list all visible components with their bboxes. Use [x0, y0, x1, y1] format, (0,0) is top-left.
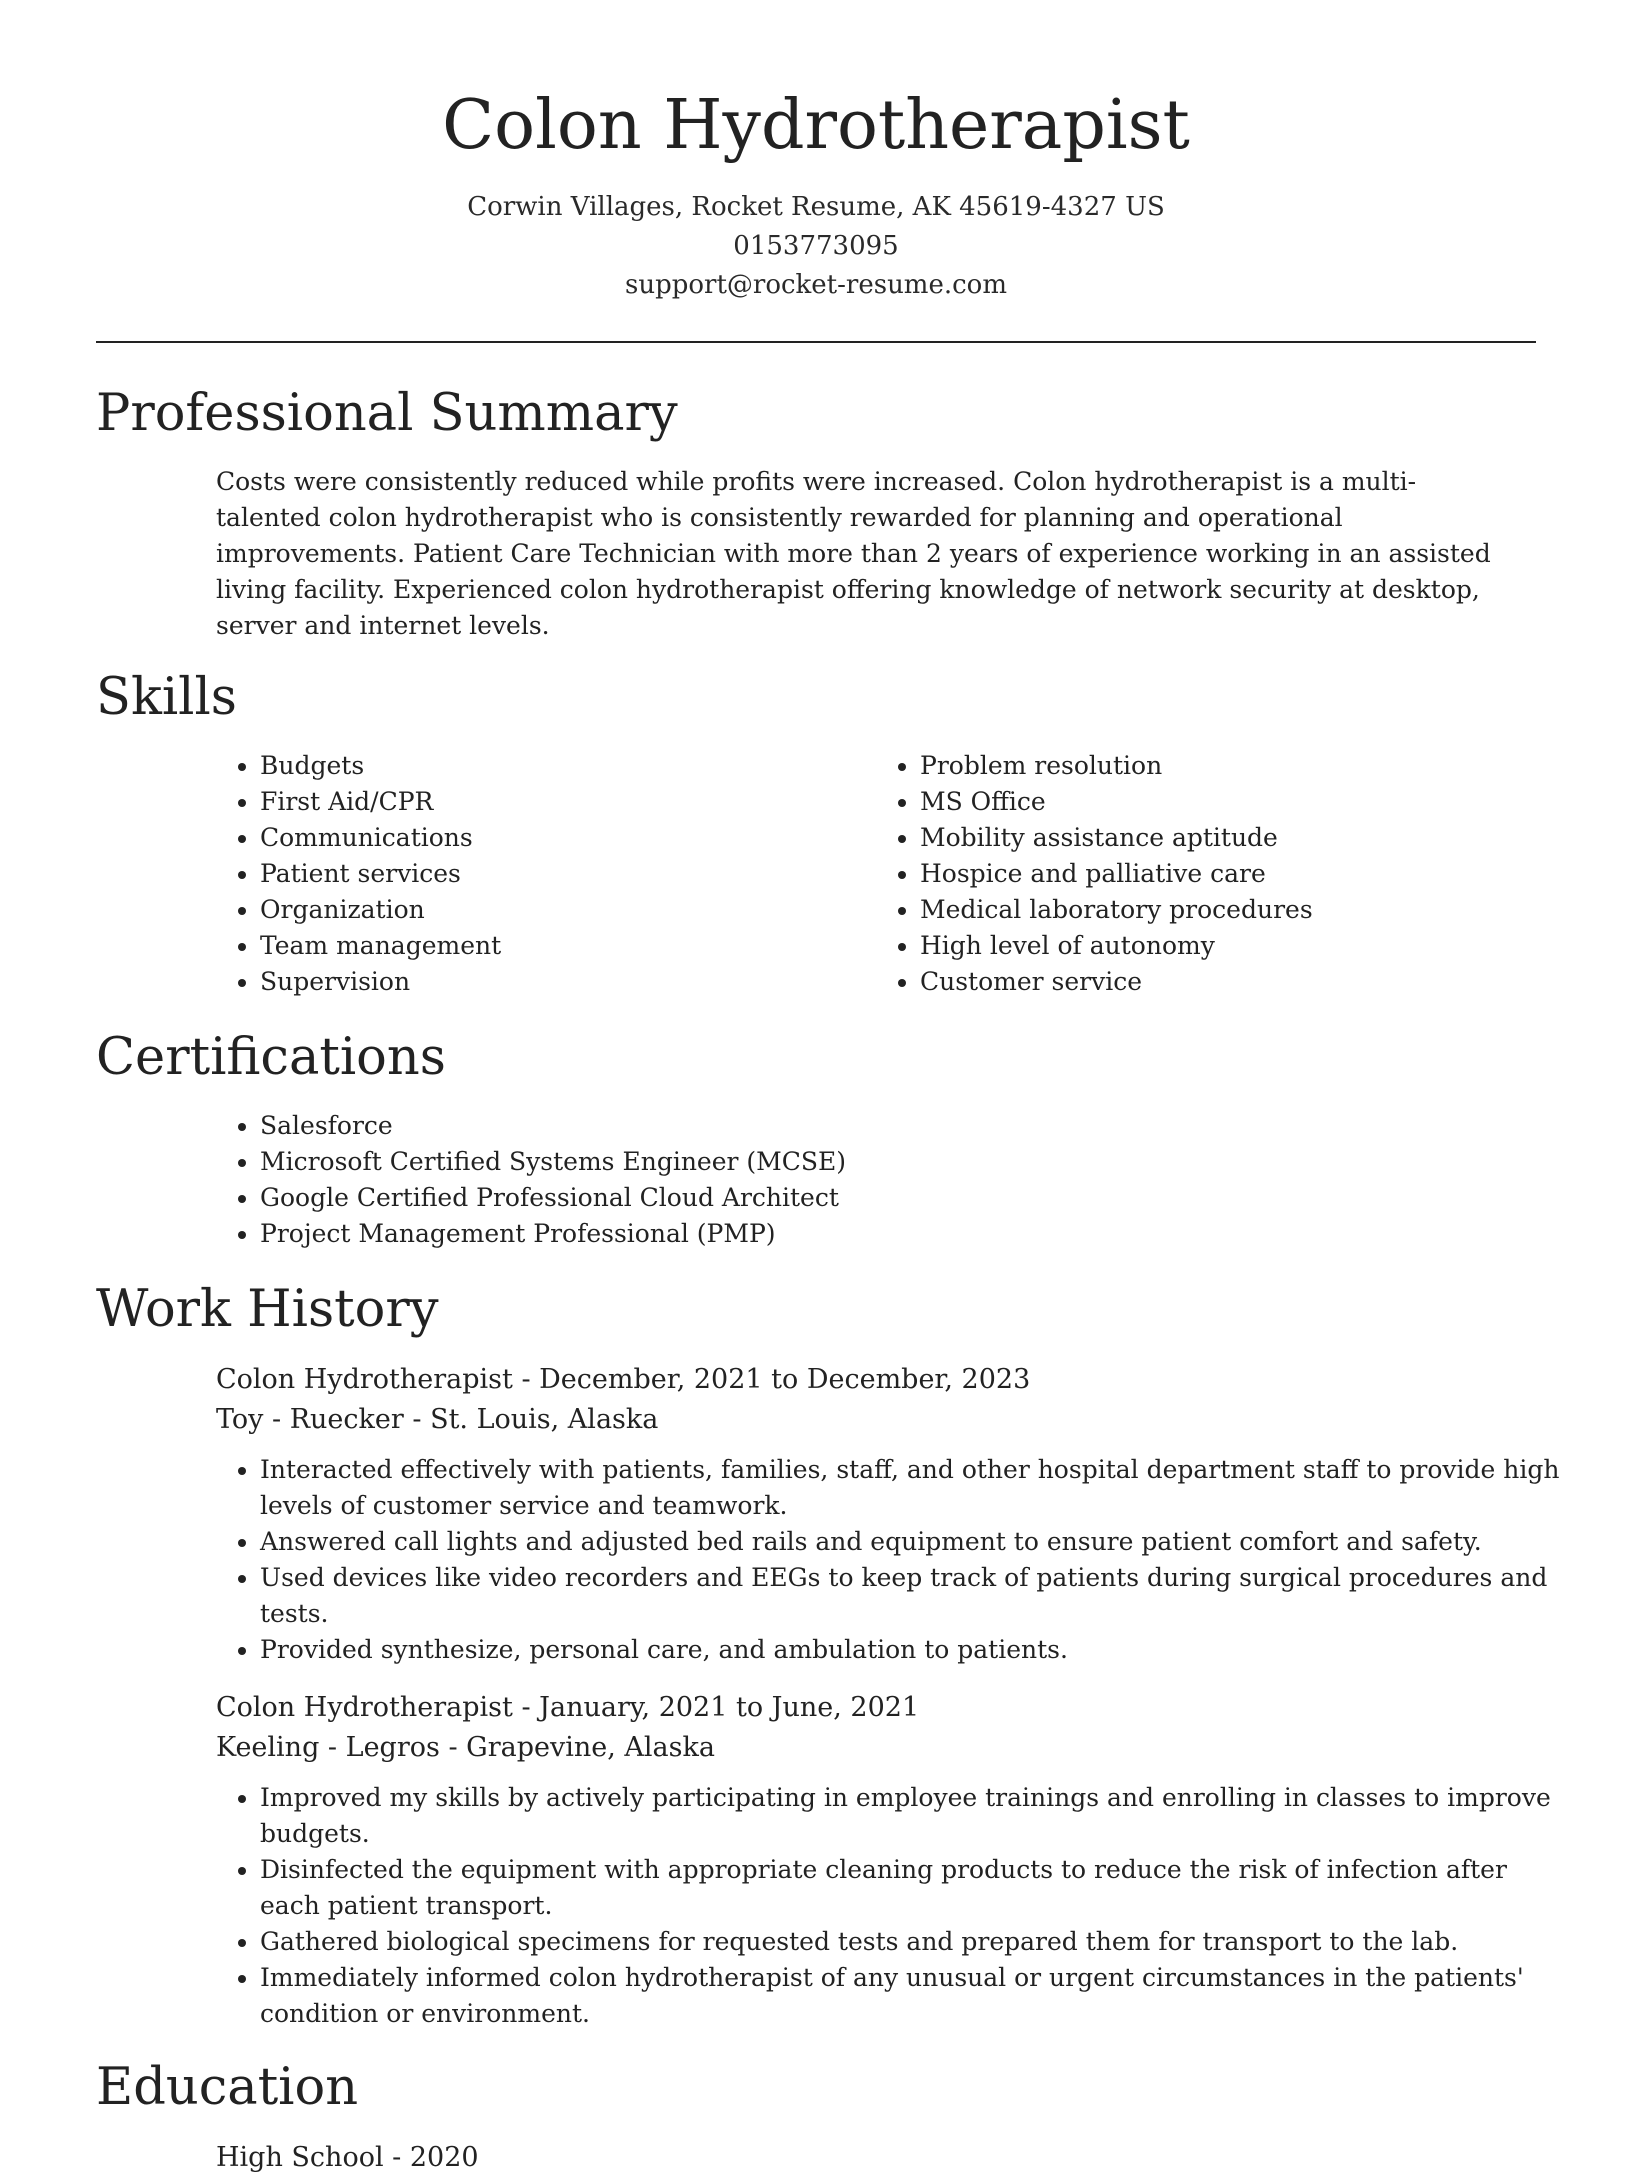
job-location: - St. Louis, Alaska: [403, 1404, 659, 1435]
list-item: • Provided synthesize, personal care, and ambulation to patients.: [260, 1632, 1560, 1668]
list-item: • High level of autonomy: [920, 928, 1536, 964]
education-year: - 2020: [383, 2142, 479, 2173]
education-heading: Education: [96, 2058, 359, 2117]
job-bullets: [216, 1780, 1560, 2032]
list-item: • Used devices like video recorders and EEGs to keep track of patients during surgical procedures and tests.: [260, 1560, 1560, 1632]
list-item: • Medical laboratory procedures: [920, 892, 1536, 928]
list-item: • Problem resolution: [920, 748, 1536, 784]
list-item: • Immediately informed colon hydrotherapist of any unusual or urgent circumstances in the patients' condition or environment.: [260, 1960, 1560, 2032]
job-entry: [216, 1360, 1560, 1668]
list-item: • Project Management Professional (PMP): [260, 1216, 1536, 1252]
job-company-line: [216, 1728, 1536, 1768]
certifications-list: [216, 1108, 1536, 1252]
skills-list-right: [876, 748, 1536, 1000]
certifications-heading: Certifications: [96, 1028, 446, 1087]
header-divider: [96, 341, 1536, 343]
job-title: Colon Hydrotherapist: [216, 1692, 513, 1723]
work-history-heading: Work History: [96, 1280, 439, 1339]
skills-section: [96, 662, 1536, 1000]
education-section: [96, 2052, 1536, 2178]
certifications-section: [96, 1022, 1536, 1252]
skills-list-left: [216, 748, 876, 1000]
job-title-line: [216, 1360, 1536, 1400]
list-item: • Answered call lights and adjusted bed rails and equipment to ensure patient comfort and safety.: [260, 1524, 1560, 1560]
list-item: • Supervision: [260, 964, 876, 1000]
list-item: • Mobility assistance aptitude: [920, 820, 1536, 856]
education-entry: [216, 2138, 1536, 2178]
address: Corwin Villages, Rocket Resume, AK 45619-4327 US: [467, 192, 1165, 222]
list-item: • Communications: [260, 820, 876, 856]
list-item: • Google Certified Professional Cloud Architect: [260, 1180, 1536, 1216]
job-title: Colon Hydrotherapist: [216, 1364, 513, 1395]
list-item: • Organization: [260, 892, 876, 928]
list-item: • Gathered biological specimens for requested tests and prepared them for transport to the lab.: [260, 1924, 1560, 1960]
summary-text: Costs were consistently reduced while profits were increased. Colon hydrotherapist is a multi-talented colon hydrotherapist who is consistently rewarded for planning and operational improvements. Patient Care Technician with more than 2 years of experience working in an assisted living facility. Experienced colon hydrotherapist offering knowledge of network security at desktop, server and internet levels.: [216, 467, 1491, 640]
list-item: • Patient services: [260, 856, 876, 892]
email: support@rocket-resume.com: [624, 270, 1007, 300]
job-company: Keeling - Legros: [216, 1732, 440, 1763]
contact-info: [0, 188, 1632, 305]
skills-heading: Skills: [96, 668, 237, 727]
list-item: • Improved my skills by actively participating in employee trainings and enrolling in classes to improve budgets.: [260, 1780, 1560, 1852]
list-item: • Interacted effectively with patients, families, staff, and other hospital department staff to provide high levels of customer service and teamwork.: [260, 1452, 1560, 1524]
job-title-line: [216, 1688, 1536, 1728]
list-item: • Customer service: [920, 964, 1536, 1000]
job-dates: - December, 2021 to December, 2023: [512, 1364, 1031, 1395]
job-company-line: [216, 1400, 1536, 1440]
summary-section: [96, 378, 1536, 644]
list-item: • First Aid/CPR: [260, 784, 876, 820]
resume-header: [0, 0, 1632, 305]
education-degree: High School: [216, 2142, 384, 2173]
list-item: • Microsoft Certified Systems Engineer (MCSE): [260, 1144, 1536, 1180]
job-bullets: [216, 1452, 1560, 1668]
list-item: • Budgets: [260, 748, 876, 784]
list-item: • MS Office: [920, 784, 1536, 820]
job-location: - Grapevine, Alaska: [439, 1732, 715, 1763]
job-entry: [216, 1688, 1551, 2032]
job-company: Toy - Ruecker: [216, 1404, 404, 1435]
phone: 0153773095: [733, 231, 899, 261]
summary-heading: Professional Summary: [96, 384, 678, 443]
candidate-name: Colon Hydrotherapist: [442, 86, 1190, 165]
resume-body: [96, 378, 1560, 2178]
list-item: • Salesforce: [260, 1108, 1536, 1144]
work-history-section: [96, 1274, 1560, 2032]
job-dates: - January, 2021 to June, 2021: [512, 1692, 920, 1723]
list-item: • Hospice and palliative care: [920, 856, 1536, 892]
list-item: • Disinfected the equipment with appropriate cleaning products to reduce the risk of infection after each patient transport.: [260, 1852, 1560, 1924]
list-item: • Team management: [260, 928, 876, 964]
